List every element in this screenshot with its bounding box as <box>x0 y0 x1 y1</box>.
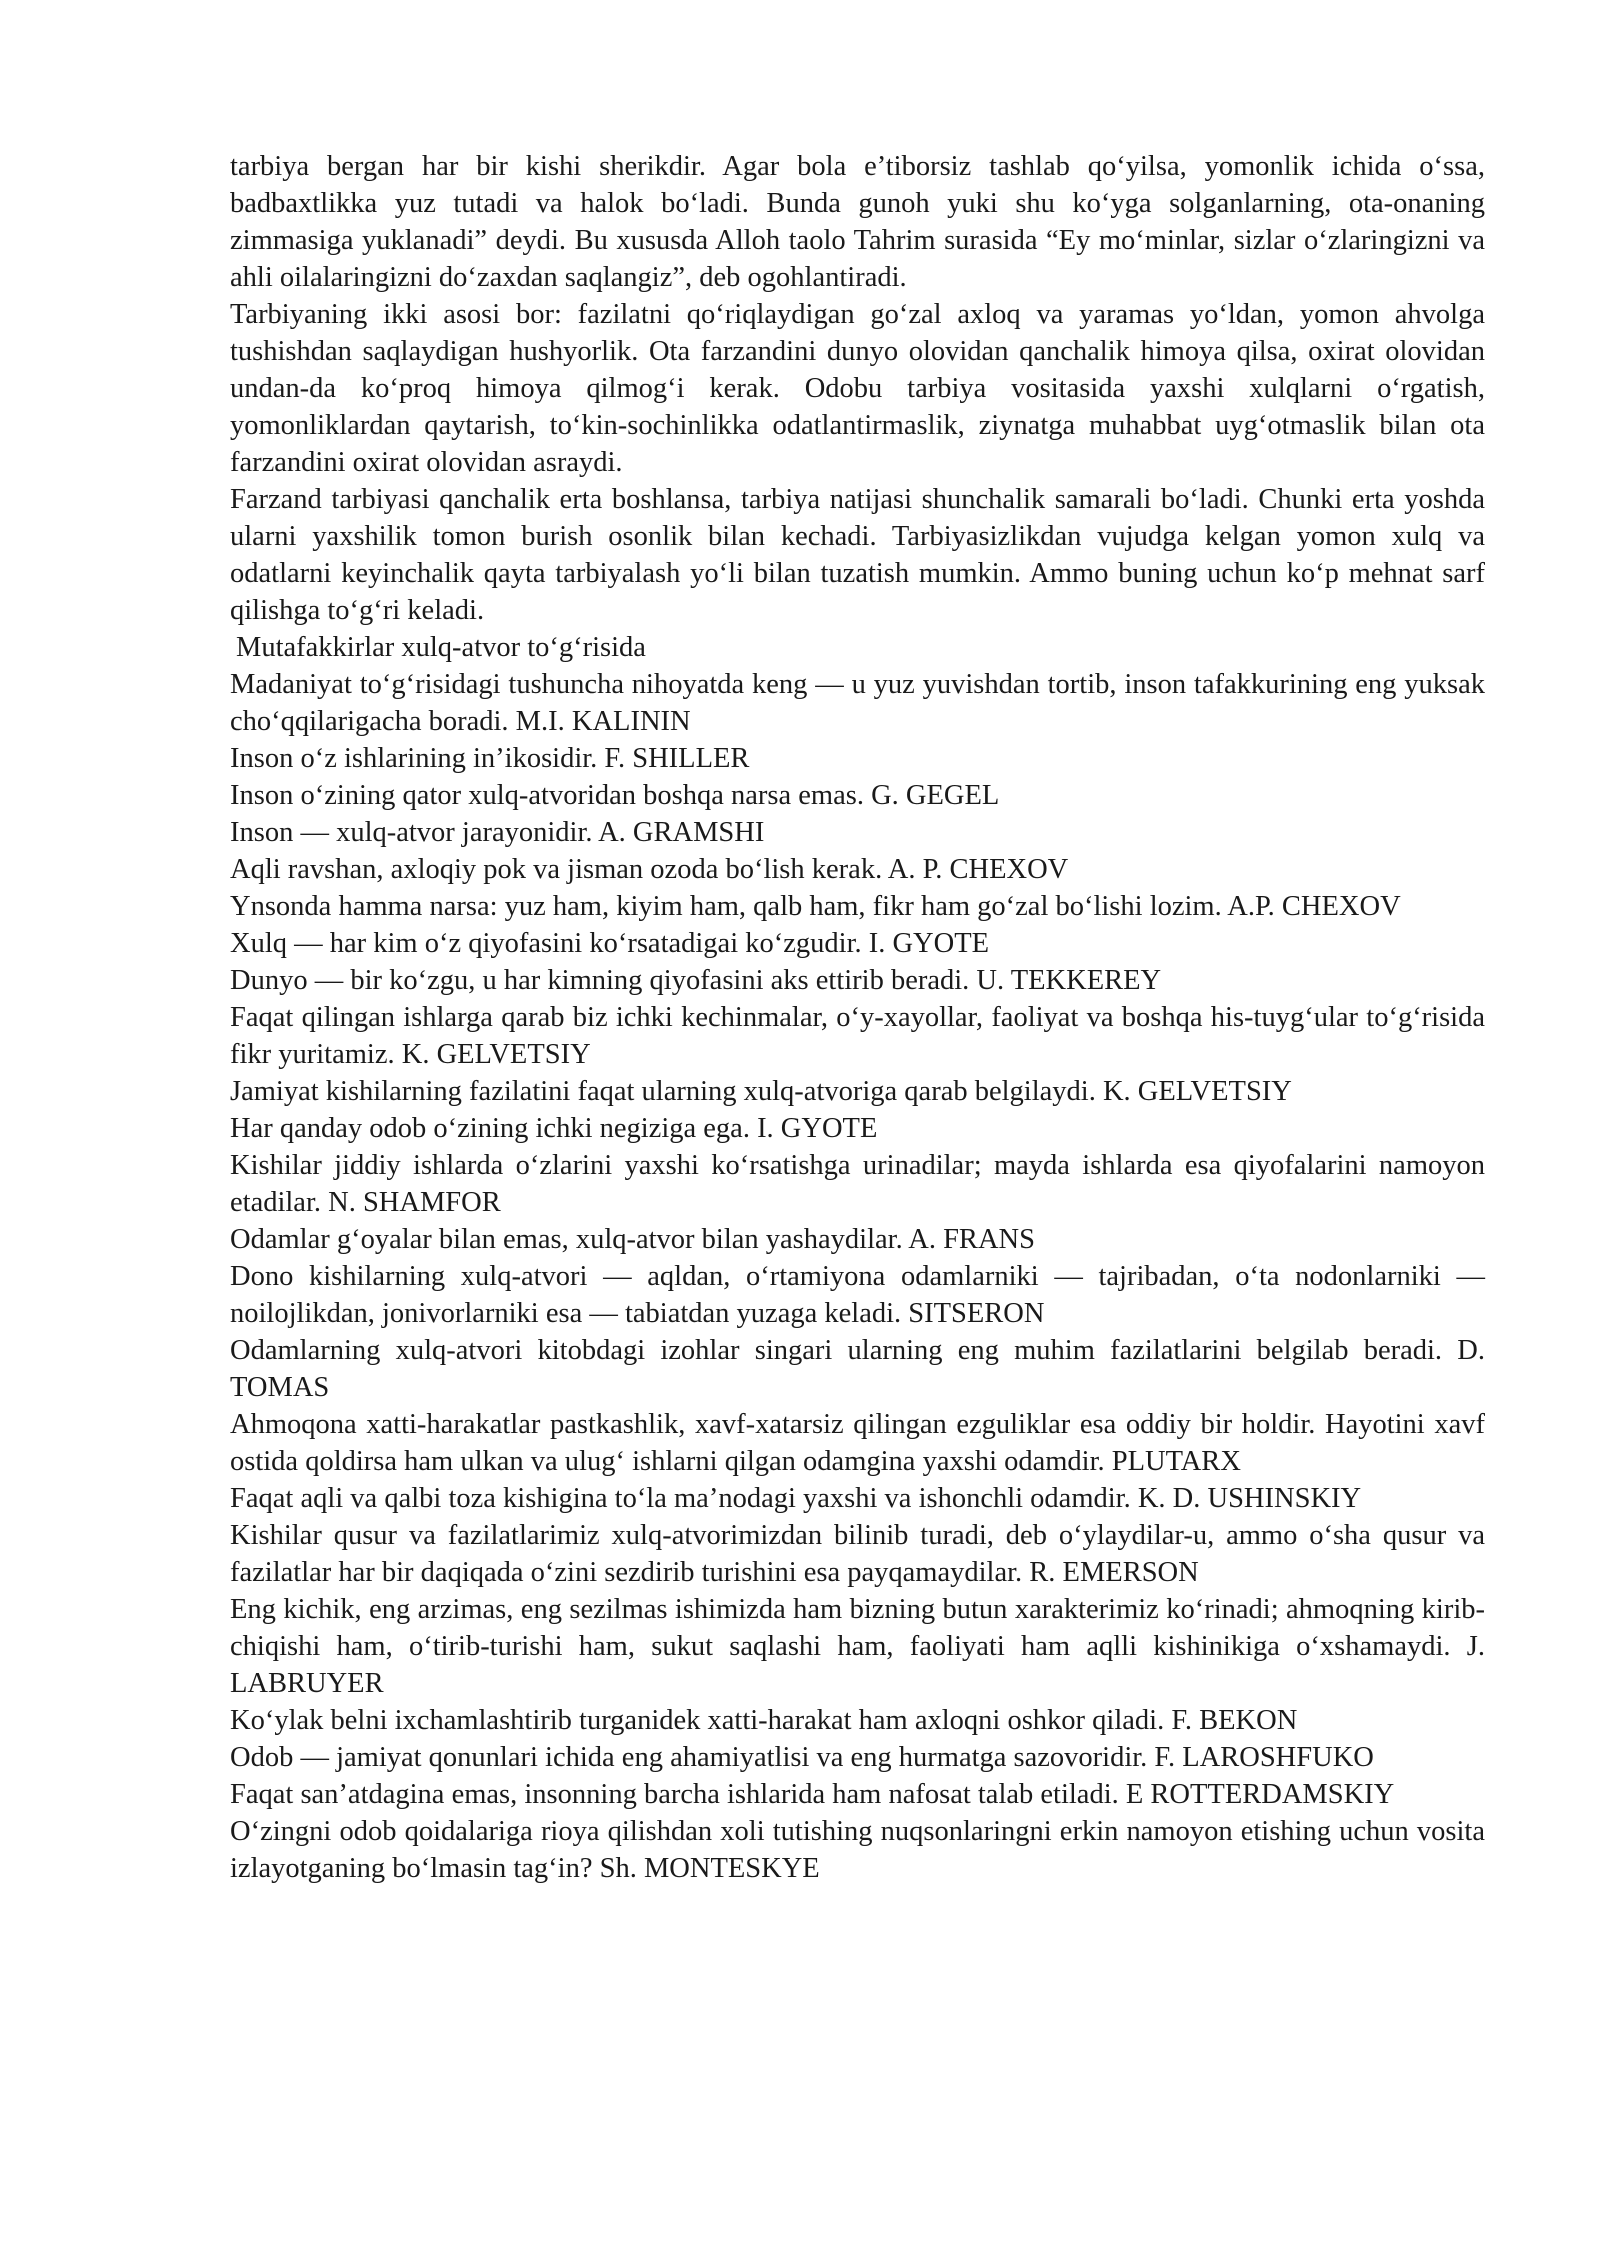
quote-paragraph: Eng kichik, eng arzimas, eng sezilmas ishimizda ham bizning butun xarakterimiz ko‘rinadi; ahmoqning kirib-chiqishi ham, o‘tirib-turishi ham, sukut saqlashi ham, faoliyati ham aqlli kishinikiga o‘xshamaydi. J. LABRUYER <box>230 1594 1485 1699</box>
quote-paragraph: Madaniyat to‘g‘risidagi tushuncha nihoyatda keng — u yuz yuvishdan tortib, inson tafakkurining eng yuksak cho‘qqilarigacha boradi. M.I. KALININ <box>230 669 1485 737</box>
quote-paragraph: Faqat san’atdagina emas, insonning barcha ishlarida ham nafosat talab etiladi. E ROTTERDAMSKIY <box>230 1779 1395 1810</box>
quote-paragraph: Dunyo — bir ko‘zgu, u har kimning qiyofasini aks ettirib beradi. U. TEKKEREY <box>230 965 1162 996</box>
quote-paragraph: Jamiyat kishilarning fazilatini faqat ularning xulq-atvoriga qarab belgilaydi. K. GELVETSIY <box>230 1076 1292 1107</box>
quote-paragraph: O‘zingni odob qoidalariga rioya qilishdan xoli tutishing nuqsonlaringni erkin namoyon etishing uchun vosita izlayotganing bo‘lmasin tag‘in? Sh. MONTESKYE <box>230 1816 1485 1884</box>
quote-paragraph: Har qanday odob o‘zining ichki negiziga ega. I. GYOTE <box>230 1113 878 1144</box>
quote-paragraph: Faqat aqli va qalbi toza kishigina to‘la ma’nodagi yaxshi va ishonchli odamdir. K. D. USHINSKIY <box>230 1483 1362 1514</box>
intro-paragraph: Tarbiyaning ikki asosi bor: fazilatni qo‘riqlaydigan go‘zal axloq va yaramas yo‘ldan, yomon ahvolga tushishdan saqlaydigan hushyorlik. Ota farzandini dunyo olovidan qanchalik himoya qilsa, oxirat olovidan undan-da ko‘proq himoya qilmog‘i kerak. Odobu tarbiya vositasida yaxshi xulqlarni o‘rgatish, yomonliklardan qaytarish, to‘kin-sochinlikka odatlantirmaslik, ziynatga muhabbat uyg‘otmaslik bilan ota farzandini oxirat olovidan asraydi. <box>230 299 1485 478</box>
intro-paragraph: Farzand tarbiyasi qanchalik erta boshlansa, tarbiya natijasi shunchalik samarali bo‘ladi. Chunki erta yoshda ularni yaxshilik tomon burish osonlik bilan kechadi. Tarbiyasizlikdan vujudga kelgan yomon xulq va odatlarni keyinchalik qayta tarbiyalash yo‘li bilan tuzatish mumkin. Ammo buning uchun ko‘p mehnat sarf qilishga to‘g‘ri keladi. <box>230 484 1485 626</box>
quote-paragraph: Ko‘ylak belni ixchamlashtirib turganidek xatti-harakat ham axloqni oshkor qiladi. F. BEKON <box>230 1705 1298 1736</box>
quote-paragraph: Odamlarning xulq-atvori kitobdagi izohlar singari ularning eng muhim fazilatlarini belgilab beradi. D. TOMAS <box>230 1335 1485 1403</box>
quote-paragraph: Ahmoqona xatti-harakatlar pastkashlik, xavf-xatarsiz qilingan ezguliklar esa oddiy bir holdir. Hayotini xavf ostida qoldirsa ham ulkan va ulug‘ ishlarni qilgan odamgina yaxshi odamdir. PLUTARX <box>230 1409 1485 1477</box>
section-heading: Mutafakkirlar xulq-atvor to‘g‘risida <box>236 632 646 663</box>
quote-paragraph: Ynsonda hamma narsa: yuz ham, kiyim ham, qalb ham, fikr ham go‘zal bo‘lishi lozim. A.P. CHEXOV <box>230 891 1401 922</box>
quote-paragraph: Inson o‘zining qator xulq-atvoridan boshqa narsa emas. G. GEGEL <box>230 780 1000 811</box>
quote-paragraph: Odob — jamiyat qonunlari ichida eng ahamiyatlisi va eng hurmatga sazovoridir. F. LAROSHFUKO <box>230 1742 1374 1773</box>
quote-paragraph: Inson o‘z ishlarining in’ikosidir. F. SHILLER <box>230 743 750 774</box>
quote-paragraph: Dono kishilarning xulq-atvori — aqldan, o‘rtamiyona odamlarniki — tajribadan, o‘ta nodonlarniki — noilojlikdan, jonivorlarniki esa — tabiatdan yuzaga keladi. SITSERON <box>230 1261 1485 1329</box>
intro-paragraph: tarbiya bergan har bir kishi sherikdir. Agar bola e’tiborsiz tashlab qo‘yilsa, yomonlik ichida o‘ssa, badbaxtlikka yuz tutadi va halok bo‘ladi. Bunda gunoh yuki shu ko‘yga solganlarning, ota-onaning zimmasiga yuklanadi” deydi. Bu xususda Alloh taolo Tahrim surasida “Ey mo‘minlar, sizlar o‘zlaringizni va ahli oilalaringizni do‘zaxdan saqlangiz”, deb ogohlantiradi. <box>230 151 1485 293</box>
quote-paragraph: Inson — xulq-atvor jarayonidir. A. GRAMSHI <box>230 817 765 848</box>
document-page <box>230 148 1485 1887</box>
quote-paragraph: Kishilar qusur va fazilatlarimiz xulq-atvorimizdan bilinib turadi, deb o‘ylaydilar-u, ammo o‘sha qusur va fazilatlar har bir daqiqada o‘zini sezdirib turishini esa payqamaydilar. R. EMERSON <box>230 1520 1485 1588</box>
quote-paragraph: Odamlar g‘oyalar bilan emas, xulq-atvor bilan yashaydilar. A. FRANS <box>230 1224 1035 1255</box>
quote-paragraph: Xulq — har kim o‘z qiyofasini ko‘rsatadigai ko‘zgudir. I. GYOTE <box>230 928 990 959</box>
quote-paragraph: Faqat qilingan ishlarga qarab biz ichki kechinmalar, o‘y-xayollar, faoliyat va boshqa his-tuyg‘ular to‘g‘risida fikr yuritamiz. K. GELVETSIY <box>230 1002 1485 1070</box>
quote-paragraph: Kishilar jiddiy ishlarda o‘zlarini yaxshi ko‘rsatishga urinadilar; mayda ishlarda esa qiyofalarini namoyon etadilar. N. SHAMFOR <box>230 1150 1485 1218</box>
quote-paragraph: Aqli ravshan, axloqiy pok va jisman ozoda bo‘lish kerak. A. P. CHEXOV <box>230 854 1069 885</box>
